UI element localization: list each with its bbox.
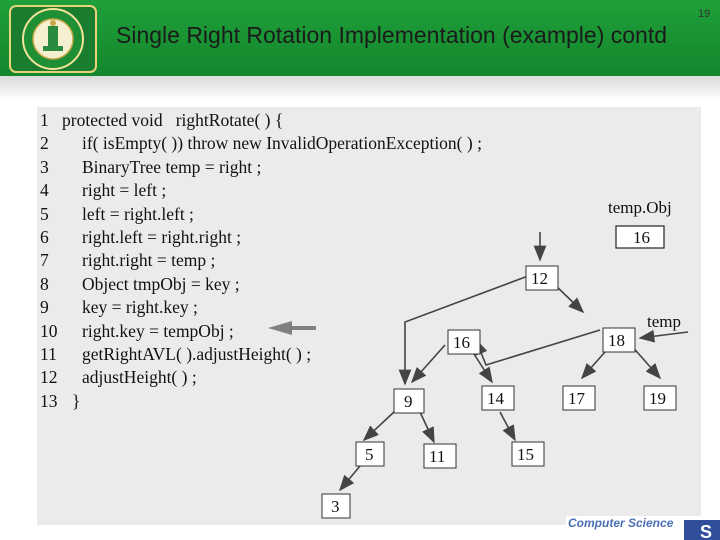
- line-code: protected void rightRotate( ) {: [62, 110, 284, 130]
- line-code: }: [72, 390, 81, 411]
- tree-node: [644, 386, 676, 410]
- edge-9-5: [364, 412, 394, 440]
- tree-node: [448, 330, 480, 354]
- edge-5-3: [340, 466, 360, 490]
- page-number: 19: [698, 8, 711, 20]
- edge-14-15: [500, 412, 515, 440]
- edge-9-11: [420, 412, 434, 442]
- line-number: 11: [40, 344, 57, 364]
- tree-node: [424, 444, 456, 468]
- page-title: Single Right Rotation Implementation (example) contd: [116, 22, 668, 48]
- node-label: 12: [531, 269, 548, 288]
- node-label: 3: [331, 497, 340, 516]
- line-number: 2: [40, 133, 49, 154]
- tree-node: [356, 442, 384, 466]
- node-label: 14: [487, 389, 504, 408]
- tree-node: [603, 328, 635, 352]
- node-label: 11: [429, 447, 446, 466]
- node-label: 9: [404, 392, 413, 411]
- node-label: 19: [649, 389, 666, 408]
- line-number: 4: [40, 180, 49, 201]
- line-number: 1: [40, 110, 49, 130]
- line-code: getRightAVL( ).adjustHeight( ) ;: [82, 344, 312, 364]
- svg-text:S: S: [700, 522, 713, 540]
- line-code: right = left ;: [82, 180, 167, 201]
- temp-obj-label: temp.Obj: [608, 198, 672, 217]
- line-number: 12: [40, 367, 58, 388]
- line-number: 8: [40, 273, 49, 294]
- line-code: Object tmpObj = key ;: [82, 273, 240, 294]
- line-code: right.key = tempObj ;: [82, 320, 234, 341]
- tree-node: [482, 386, 514, 410]
- line-number: 10: [40, 320, 58, 341]
- temp-pointer-arrow: [640, 332, 688, 338]
- line-number: 9: [40, 297, 49, 318]
- tree-nodes: [322, 266, 676, 518]
- tree-node: [526, 266, 558, 290]
- tree-node: [563, 386, 595, 410]
- tree-node: [512, 442, 544, 466]
- node-label: 15: [517, 445, 534, 464]
- tree-node: [322, 494, 350, 518]
- line-number: 13: [40, 390, 58, 411]
- line-code: if( isEmpty( )) throw new InvalidOperationException( ) ;: [82, 133, 482, 154]
- node-label: 18: [608, 331, 625, 350]
- line-number: 6: [40, 227, 49, 247]
- line-code: key = right.key ;: [82, 297, 198, 318]
- line-number: 3: [40, 156, 49, 177]
- tree-node: [394, 389, 424, 413]
- line-number: 5: [40, 203, 49, 224]
- line-code: BinaryTree temp = right ;: [82, 156, 262, 177]
- line-code: right.left = right.right ;: [82, 227, 242, 247]
- line-code: adjustHeight( ) ;: [82, 367, 197, 388]
- line-code: left = right.left ;: [82, 203, 194, 224]
- edge-18-16: [476, 330, 600, 365]
- line-code: right.right = temp ;: [82, 250, 216, 271]
- temp-obj-value: 16: [633, 228, 650, 247]
- node-label: 17: [568, 389, 585, 408]
- current-line-arrow-icon: [268, 321, 316, 335]
- line-number: 7: [40, 250, 49, 271]
- footer-logo-text: Computer Science: [568, 516, 674, 530]
- node-label: 16: [453, 333, 470, 352]
- node-label: 5: [365, 445, 374, 464]
- temp-label: temp: [647, 312, 681, 331]
- edge-16-9: [412, 345, 445, 382]
